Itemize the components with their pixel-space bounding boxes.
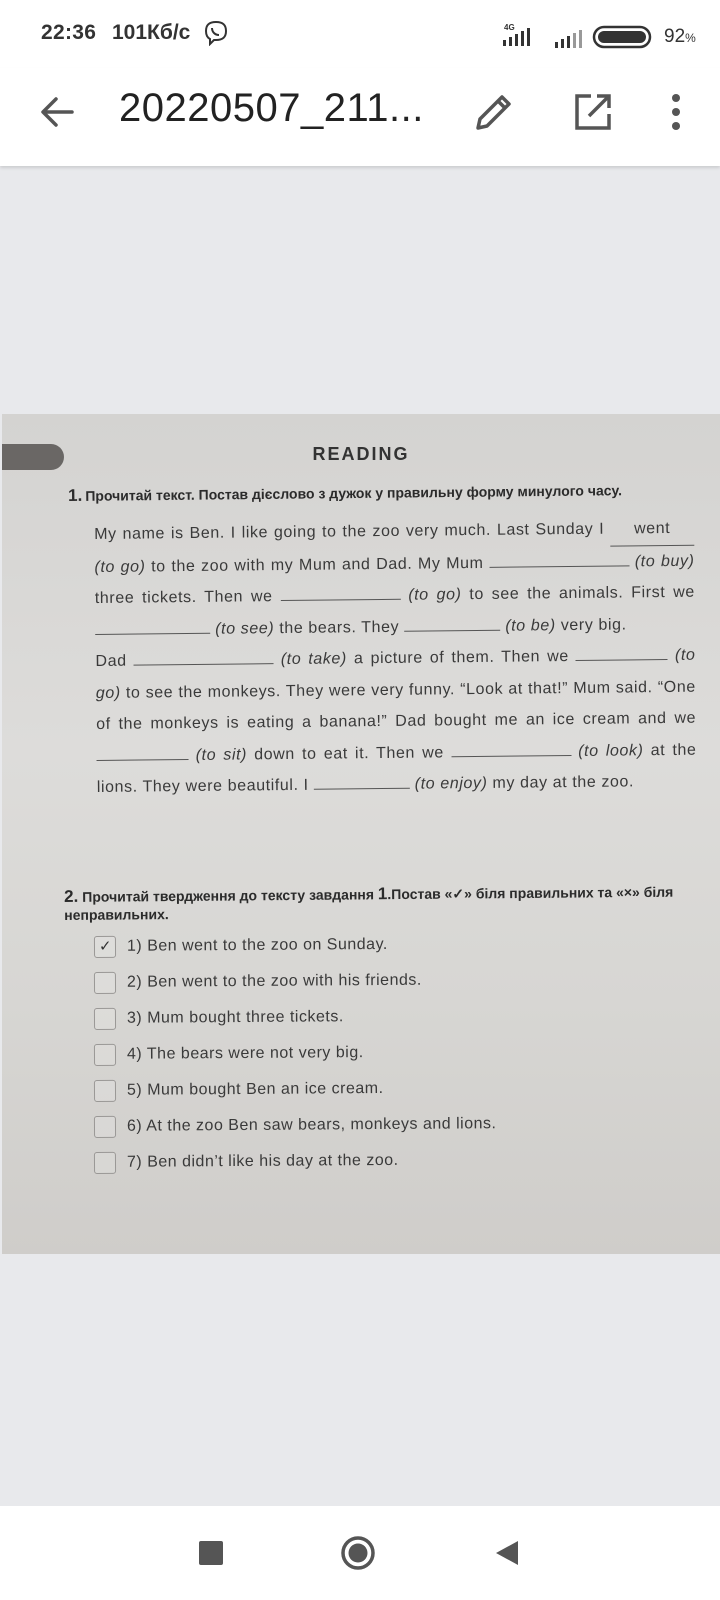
statement-checkbox[interactable]: [94, 1080, 116, 1102]
text-segment: very big.: [555, 615, 627, 634]
app-bar: [0, 68, 720, 166]
file-title: 20220507_211...: [119, 86, 424, 130]
battery-percent: [664, 26, 696, 48]
network-type-label: 4G: [504, 23, 515, 32]
exercise-2-instruction: [64, 882, 704, 924]
verb-hint: (to go): [408, 586, 462, 604]
exercise-2-instruction-text: .Постав «✓» біля правильних та «×» біля неправильних.: [64, 883, 674, 923]
statement-text: 6) At the zoo Ben saw bears, monkeys and lions.: [126, 1115, 497, 1135]
verb-hint: (to sit): [195, 745, 248, 764]
text-segment: Dad: [95, 652, 134, 670]
verb-hint: (to buy): [634, 552, 695, 570]
text-segment: My name is Ben. I like going to the zoo very much. Last Sunday I: [94, 520, 611, 543]
open-in-new-icon[interactable]: [569, 88, 617, 136]
check-mark: ✓: [98, 937, 113, 955]
text-segment: to see the animals. First we: [461, 583, 695, 604]
status-bar: [0, 0, 720, 68]
text-segment: to see the monkeys. They were very funny. “Look at that!” Mum said. “One of the monkeys is eating a banana!” Dad bought me an ice cream and we: [96, 678, 697, 733]
answer-blank: [489, 547, 629, 567]
answer-blank: [280, 581, 400, 601]
status-network-speed: 101Кб/с: [112, 21, 191, 44]
text-segment: my day at the zoo.: [487, 773, 635, 792]
statement-text: 4) The bears were not very big.: [126, 1044, 364, 1063]
square-icon[interactable]: [198, 1540, 224, 1566]
answer-blank: [134, 645, 274, 665]
exercise-2-number: 2.: [63, 886, 79, 906]
statement-checkbox[interactable]: [94, 1116, 116, 1138]
answer-blank: [576, 641, 668, 661]
answer-blank: [95, 614, 210, 634]
statement-text: 2) Ben went to the zoo with his friends.: [126, 971, 422, 991]
more-vert-icon[interactable]: [652, 88, 700, 136]
viber-icon: [204, 20, 228, 46]
text-segment: three tickets. Then we: [94, 588, 281, 607]
exercise-ref: 1: [377, 884, 388, 904]
text-segment: the bears. They: [274, 618, 405, 637]
section-title: READING: [312, 444, 410, 464]
text-segment: down to eat it. Then we: [246, 743, 452, 763]
statement-text: 7) Ben didn’t like his day at the zoo.: [126, 1151, 399, 1171]
statement-text: 1) Ben went to the zoo on Sunday.: [126, 935, 388, 955]
text-segment: a picture of them. Then we: [346, 647, 577, 668]
status-time: 22:36: [41, 21, 97, 44]
signal-icon: [553, 28, 587, 50]
statement-checkbox[interactable]: [94, 1008, 116, 1030]
battery-value: 92: [664, 26, 686, 47]
verb-hint: (to be): [505, 616, 556, 635]
verb-hint: (to enjoy): [414, 774, 488, 793]
verb-hint: (to go): [95, 646, 696, 702]
worksheet-photo[interactable]: [2, 414, 720, 1254]
answer-blank: [96, 741, 188, 761]
arrow-left-icon[interactable]: [36, 90, 80, 134]
statement-text: 3) Mum bought three tickets.: [126, 1008, 344, 1027]
text-segment: to the zoo with my Mum and Dad. My Mum: [145, 554, 490, 575]
statement-text: 5) Mum bought Ben an ice cream.: [126, 1079, 384, 1099]
verb-hint: (to take): [280, 650, 348, 669]
statement-checkbox[interactable]: [94, 972, 116, 994]
navigation-bar: [0, 1506, 720, 1600]
answer-blank: [404, 611, 500, 631]
exercise-1-instruction: [68, 479, 698, 506]
battery-unit: %: [685, 31, 696, 45]
answer-blank: [451, 737, 571, 757]
signal-4g-icon: [500, 22, 540, 50]
statement-checkbox[interactable]: [94, 1152, 116, 1174]
verb-hint: (to go): [94, 557, 146, 576]
answer-blank: [314, 770, 410, 790]
triangle-left-icon[interactable]: [494, 1539, 520, 1567]
exercise-1-instruction-text: Прочитай текст. Постав дієслово з дужок у правильну форму минулого часу.: [85, 482, 623, 504]
answer-went: went: [610, 513, 694, 546]
exercise-1-number: 1.: [68, 485, 83, 505]
statement-checkbox[interactable]: [94, 1044, 116, 1066]
exercise-1-text: [94, 513, 697, 804]
statement-checkbox[interactable]: [94, 936, 116, 958]
verb-hint: (to look): [578, 741, 644, 760]
exercise-2-instruction-text: Прочитай твердження до тексту завдання: [82, 886, 378, 905]
circle-icon[interactable]: [340, 1535, 376, 1571]
verb-hint: (to see): [215, 619, 275, 638]
battery-icon: [592, 24, 656, 50]
text-segment: at the lions. They were beautiful. I: [96, 741, 697, 796]
pencil-icon[interactable]: [470, 88, 518, 136]
